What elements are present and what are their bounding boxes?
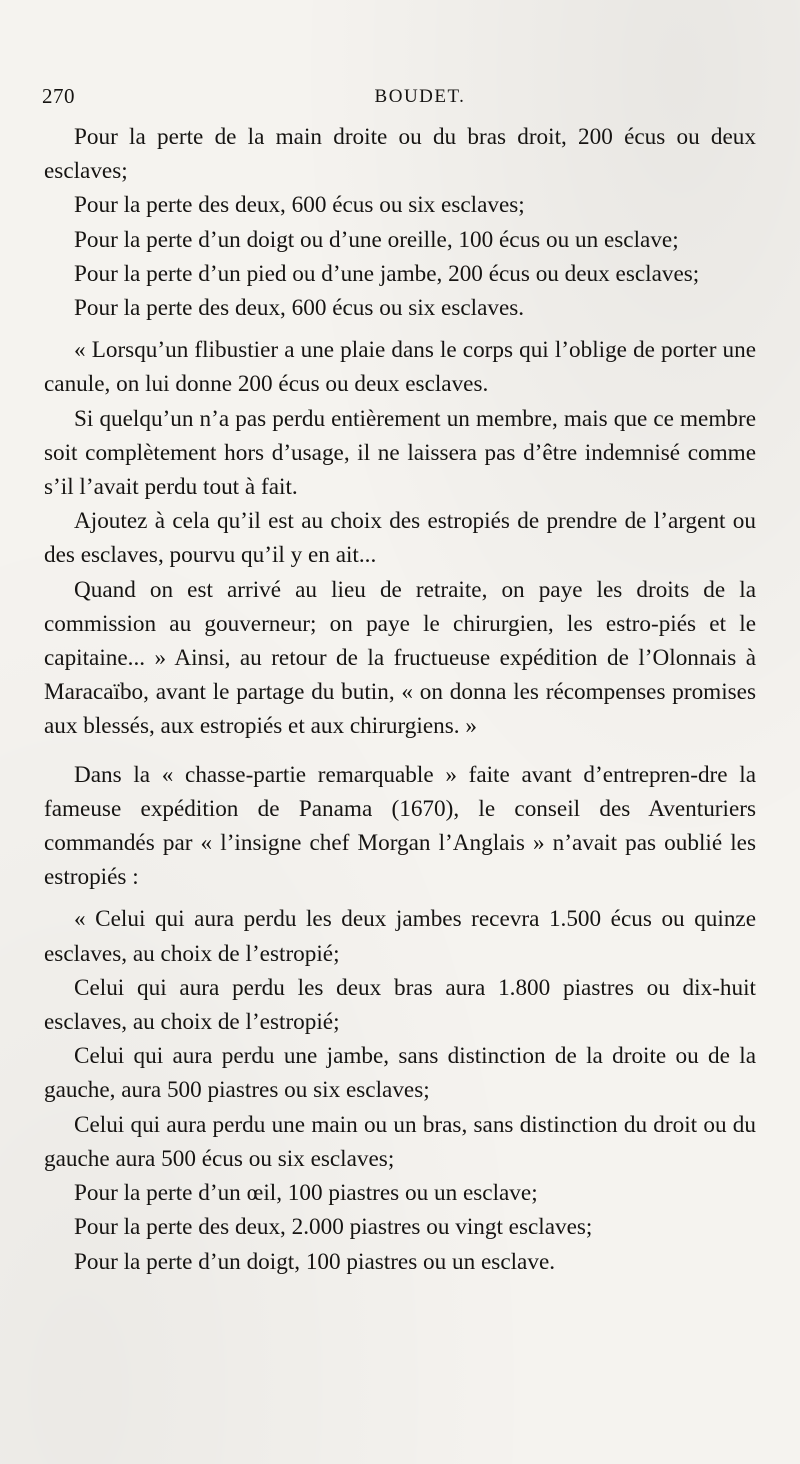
paragraph: Pour la perte des deux, 600 écus ou six esclaves; bbox=[74, 192, 525, 219]
body-text bbox=[44, 120, 756, 1279]
paragraph: Ajoutez à cela qu’il est au choix des estropiés de prendre de l’argent ou des esclaves, pourvu qu’il y en ait... bbox=[44, 508, 756, 569]
paragraph: « Lorsqu’un flibustier a une plaie dans le corps qui l’oblige de porter une canule, on lui donne 200 écus ou deux esclaves. bbox=[44, 337, 756, 398]
paragraph: Celui qui aura perdu une jambe, sans distinction de la droite ou de la gauche, aura 500 piastres ou six esclaves; bbox=[44, 1043, 756, 1104]
paragraph: Pour la perte d’un doigt, 100 piastres ou un esclave. bbox=[74, 1248, 556, 1275]
paragraph: Pour la perte d’un doigt ou d’une oreille, 100 écus ou un esclave; bbox=[74, 226, 679, 253]
paragraph: Pour la perte de la main droite ou du bras droit, 200 écus ou deux esclaves; bbox=[44, 124, 756, 185]
paragraph: Celui qui aura perdu une main ou un bras, sans distinction du droit ou du gauche aura 500 écus ou six esclaves; bbox=[44, 1111, 756, 1172]
page-header bbox=[42, 84, 758, 114]
page-number: 270 bbox=[42, 84, 75, 108]
paragraph: Pour la perte des deux, 2.000 piastres ou vingt esclaves; bbox=[74, 1214, 593, 1241]
paragraph: Celui qui aura perdu les deux bras aura 1.800 piastres ou dix-huit esclaves, au choix de l’estropié; bbox=[44, 974, 756, 1036]
running-head: BOUDET. bbox=[374, 86, 466, 107]
paragraph: Dans la « chasse-partie remarquable » faite avant d’entrepren-dre la fameuse expédition de Panama (1670), le conseil des Aventuriers commandés par « l’insigne chef Morgan l’Anglais » n’avait pas oublié les estropiés : bbox=[44, 761, 756, 891]
paragraph: « Celui qui aura perdu les deux jambes recevra 1.500 écus ou quinze esclaves, au choix de l’estropié; bbox=[44, 906, 756, 967]
paragraph: Pour la perte d’un œil, 100 piastres ou un esclave; bbox=[74, 1180, 538, 1207]
paragraph: Quand on est arrivé au lieu de retraite, on paye les droits de la commission au gouverneur; on paye le chirurgien, les estro-piés et le capitaine... » Ainsi, au retour de la fructueuse expédition de l’Olonnais à Maracaïbo, avant le partage du butin, « on donna les récompenses promises aux blessés, aux estropiés et aux chirurgiens. » bbox=[44, 576, 756, 740]
paragraph: Si quelqu’un n’a pas perdu entièrement un membre, mais que ce membre soit complètement hors d’usage, il ne laissera pas d’être indemnisé comme s’il l’avait perdu tout à fait. bbox=[44, 405, 756, 501]
paragraph: Pour la perte d’un pied ou d’une jambe, 200 écus ou deux esclaves; bbox=[74, 260, 700, 287]
paragraph: Pour la perte des deux, 600 écus ou six esclaves. bbox=[74, 295, 525, 322]
